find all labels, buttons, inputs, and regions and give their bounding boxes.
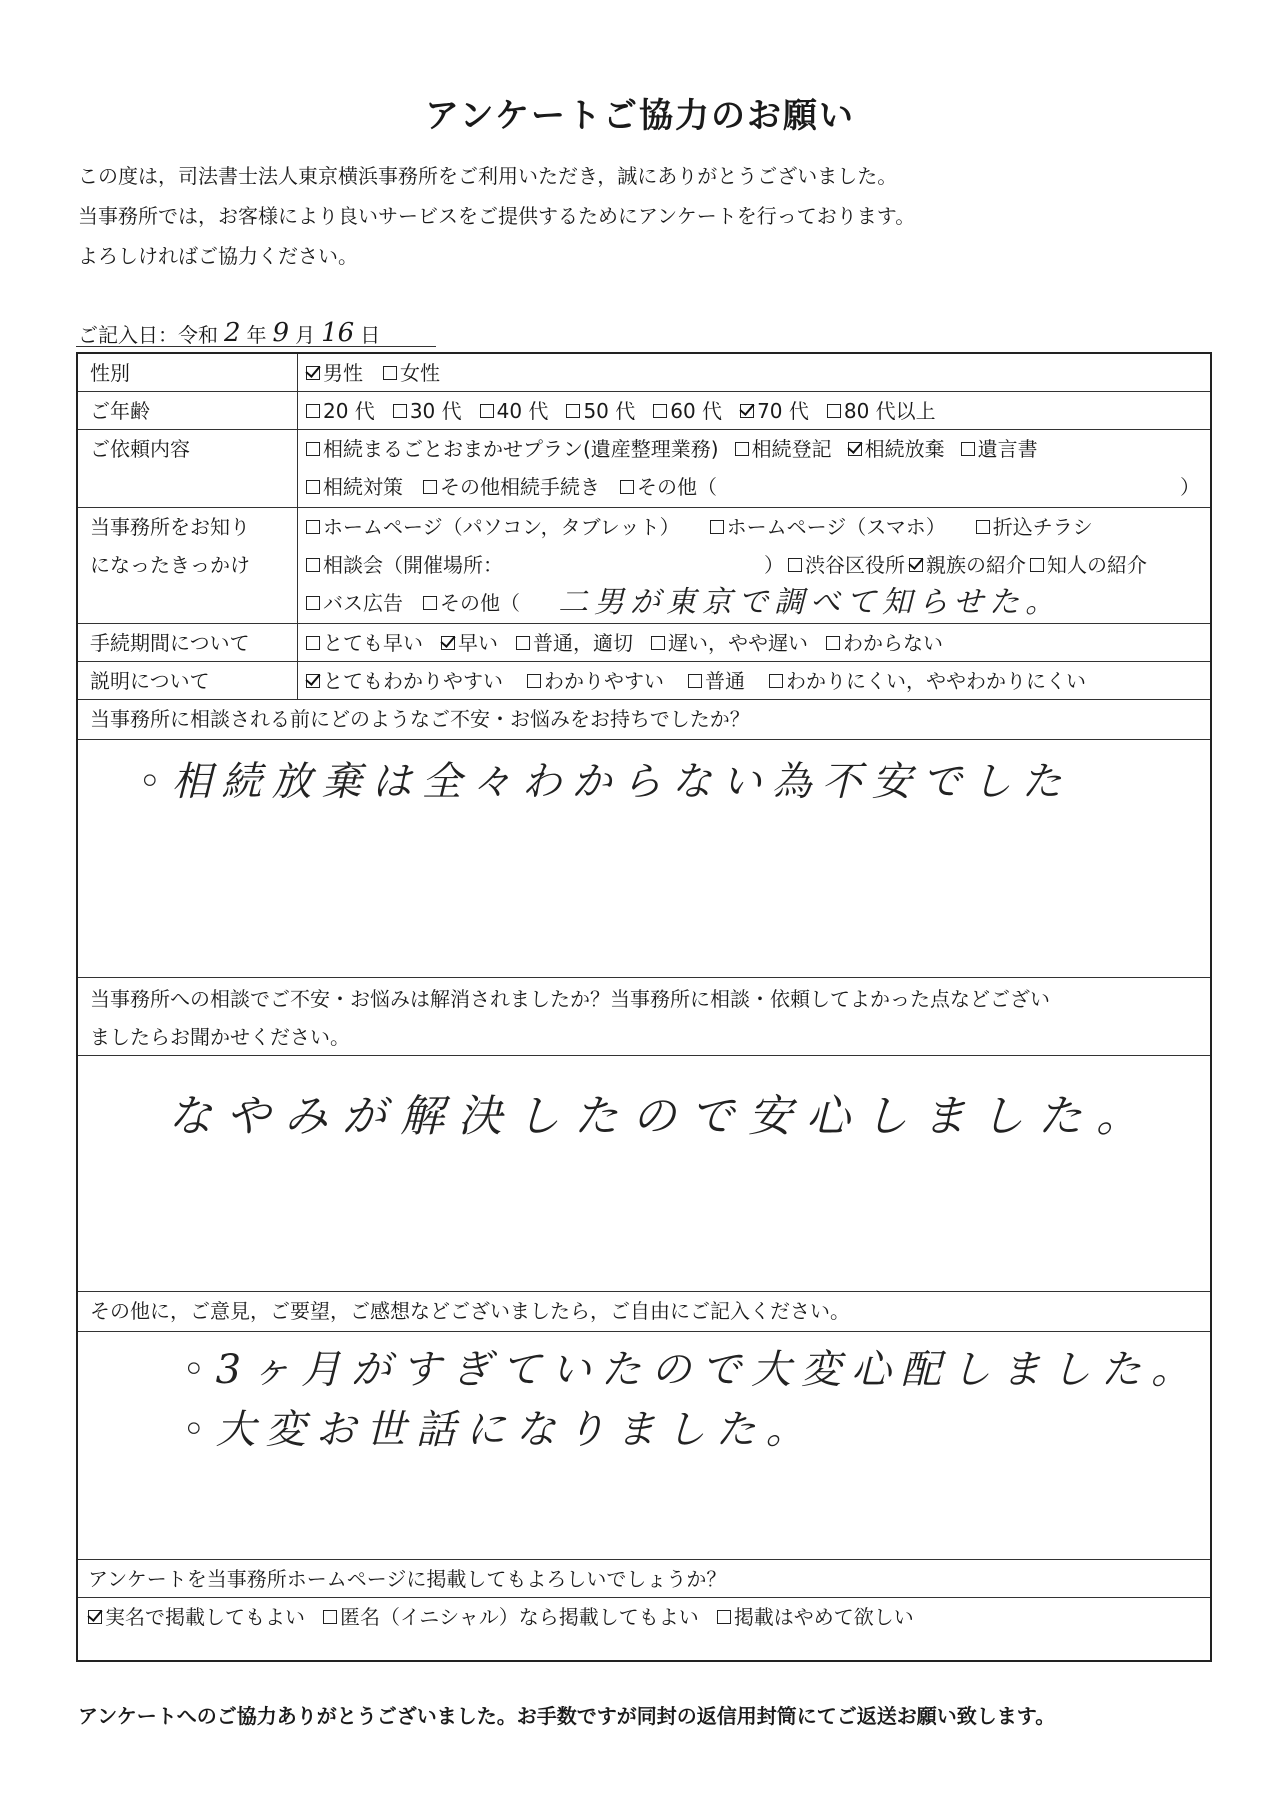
option-unknown[interactable]: わからない <box>826 624 943 662</box>
checkbox-icon[interactable] <box>306 520 320 534</box>
option-age-40[interactable]: 40 代 <box>480 392 549 430</box>
checkbox-icon[interactable] <box>688 674 702 688</box>
checkbox-icon[interactable] <box>620 480 634 494</box>
option-other-procedures[interactable]: その他相続手続き <box>423 468 600 506</box>
q4-options <box>88 1598 914 1636</box>
intro-line: この度は，司法書士法人東京横浜事務所をご利用いただき，誠にありがとうございました。 <box>78 164 898 188</box>
option-relative[interactable]: 親族の紹介 <box>909 546 1026 584</box>
option-normal[interactable]: 普通，適切 <box>516 624 633 662</box>
explanation-label: 説明について <box>78 662 298 699</box>
checkbox-icon[interactable] <box>735 442 749 456</box>
option-homepage-phone[interactable]: ホームページ（スマホ） <box>710 508 946 546</box>
checkbox-icon[interactable] <box>826 636 840 650</box>
checkbox-checked-icon[interactable] <box>848 442 862 456</box>
checkbox-icon[interactable] <box>423 480 437 494</box>
q1-question: 当事務所に相談される前にどのようなご不安・お悩みをお持ちでしたか？ <box>90 707 750 731</box>
option-ordinary[interactable]: 普通 <box>688 662 745 700</box>
age-row <box>78 392 1210 430</box>
option-real-name[interactable]: 実名で掲載してもよい <box>88 1598 305 1636</box>
q3-answer-line[interactable]: ◦3ヶ月がすぎていたので大変心配しました。 <box>182 1347 1202 1393</box>
option-male[interactable]: 男性 <box>306 354 363 392</box>
request-row <box>78 430 1210 508</box>
date-prefix: ご記入日：令和 <box>78 323 218 347</box>
period-label: 手続期間について <box>78 624 298 661</box>
checkbox-checked-icon[interactable] <box>306 674 320 688</box>
q1-answer-area[interactable] <box>78 740 1210 978</box>
option-full-plan[interactable]: 相続まるごとおまかせプラン(遺産整理業務) <box>306 430 719 468</box>
footer-note: アンケートへのご協力ありがとうございました。お手数ですが同封の返信用封筒にてご返送お願い致します。 <box>78 1704 1056 1728</box>
option-no-publish[interactable]: 掲載はやめて欲しい <box>717 1598 914 1636</box>
checkbox-icon[interactable] <box>653 404 667 418</box>
checkbox-icon[interactable] <box>323 1610 337 1624</box>
option-age-50[interactable]: 50 代 <box>566 392 635 430</box>
option-age-60[interactable]: 60 代 <box>653 392 722 430</box>
q4-question: アンケートを当事務所ホームページに掲載してもよろしいでしょうか？ <box>88 1567 727 1591</box>
page-title: アンケートご協力のお願い <box>425 96 855 136</box>
source-options <box>306 508 1200 622</box>
q1-question-row <box>78 700 1210 740</box>
option-measures[interactable]: 相続対策 <box>306 468 403 506</box>
date-year-unit: 年 <box>246 323 267 347</box>
q2-question-row <box>78 978 1210 1056</box>
venue-close-paren: ） <box>764 553 784 577</box>
checkbox-checked-icon[interactable] <box>88 1610 102 1624</box>
option-slow[interactable]: 遅い，やや遅い <box>651 624 808 662</box>
date-year[interactable]: 2 <box>224 318 241 348</box>
checkbox-icon[interactable] <box>306 558 320 572</box>
age-label: ご年齢 <box>78 392 298 429</box>
q3-question-row <box>78 1292 1210 1332</box>
source-label: 当事務所をお知り になったきっかけ <box>78 508 298 623</box>
q2-answer[interactable]: なやみが解決したので安心しました。 <box>168 1091 1154 1142</box>
option-homepage-pc[interactable]: ホームページ（パソコン，タブレット） <box>306 508 680 546</box>
option-unclear[interactable]: わかりにくい，ややわかりにくい <box>769 662 1086 700</box>
checkbox-icon[interactable] <box>788 558 802 572</box>
option-age-70[interactable]: 70 代 <box>740 392 809 430</box>
checkbox-icon[interactable] <box>710 520 724 534</box>
checkbox-checked-icon[interactable] <box>909 558 923 572</box>
date-day-unit: 日 <box>360 323 381 347</box>
request-options <box>306 430 1200 506</box>
q2-answer-area[interactable] <box>78 1056 1210 1292</box>
option-registration[interactable]: 相続登記 <box>735 430 832 468</box>
explanation-options <box>306 662 1200 700</box>
gender-label: 性別 <box>78 354 298 391</box>
checkbox-icon[interactable] <box>480 404 494 418</box>
entry-date <box>78 318 380 348</box>
age-options <box>306 392 1200 430</box>
q4-options-row <box>78 1598 1210 1660</box>
checkbox-icon[interactable] <box>717 1610 731 1624</box>
option-very-clear[interactable]: とてもわかりやすい <box>306 662 503 700</box>
intro-line: 当事務所では，お客様により良いサービスをご提供するためにアンケートを行っております。 <box>78 204 916 228</box>
checkbox-icon[interactable] <box>566 404 580 418</box>
period-options <box>306 624 1200 662</box>
intro-line: よろしければご協力ください。 <box>78 244 358 268</box>
q1-answer[interactable]: ◦相続放棄は全々わからない為不安でした <box>138 759 1072 805</box>
gender-options <box>306 354 1200 392</box>
q3-answer-line[interactable]: ◦大変お世話になりました。 <box>182 1407 816 1453</box>
explanation-row <box>78 662 1210 700</box>
survey-form <box>76 352 1212 1662</box>
q2-question: 当事務所への相談でご不安・お悩みは解消されましたか？当事務所に相談・依頼してよかった点などござい ましたらお聞かせください。 <box>90 987 1050 1049</box>
q3-question: その他に，ご意見，ご要望，ご感想などございましたら，ご自由にご記入ください。 <box>90 1299 850 1323</box>
option-renunciation[interactable]: 相続放棄 <box>848 430 945 468</box>
checkbox-icon[interactable] <box>1030 558 1044 572</box>
checkbox-checked-icon[interactable] <box>441 636 455 650</box>
date-month-unit: 月 <box>295 323 316 347</box>
option-very-fast[interactable]: とても早い <box>306 624 423 662</box>
checkbox-icon[interactable] <box>306 636 320 650</box>
checkbox-icon[interactable] <box>827 404 841 418</box>
checkbox-icon[interactable] <box>976 520 990 534</box>
source-row <box>78 508 1210 624</box>
date-day[interactable]: 16 <box>321 318 355 348</box>
checkbox-icon[interactable] <box>961 442 975 456</box>
checkbox-checked-icon[interactable] <box>306 366 320 380</box>
option-bus-ad[interactable]: バス広告 <box>306 584 403 622</box>
checkbox-icon[interactable] <box>306 404 320 418</box>
option-flyer[interactable]: 折込チラシ <box>976 508 1093 546</box>
option-clear[interactable]: わかりやすい <box>527 662 664 700</box>
checkbox-icon[interactable] <box>527 674 541 688</box>
option-age-20[interactable]: 20 代 <box>306 392 375 430</box>
option-source-other[interactable]: その他（ <box>423 584 520 622</box>
option-anonymous[interactable]: 匿名（イニシャル）なら掲載してもよい <box>323 1598 699 1636</box>
option-other[interactable]: その他（ <box>620 468 717 506</box>
checkbox-icon[interactable] <box>516 636 530 650</box>
option-female[interactable]: 女性 <box>383 354 440 392</box>
option-will[interactable]: 遺言書 <box>961 430 1038 468</box>
checkbox-icon[interactable] <box>306 442 320 456</box>
q3-answer-area[interactable] <box>78 1332 1210 1560</box>
checkbox-icon[interactable] <box>423 596 437 610</box>
checkbox-icon[interactable] <box>306 596 320 610</box>
option-acquaintance[interactable]: 知人の紹介 <box>1030 546 1147 584</box>
option-age-30[interactable]: 30 代 <box>393 392 462 430</box>
checkbox-icon[interactable] <box>769 674 783 688</box>
gender-row <box>78 354 1210 392</box>
checkbox-icon[interactable] <box>383 366 397 380</box>
q4-question-row <box>78 1560 1210 1598</box>
checkbox-icon[interactable] <box>651 636 665 650</box>
checkbox-checked-icon[interactable] <box>740 404 754 418</box>
option-ward-office[interactable]: 渋谷区役所 <box>788 546 905 584</box>
option-seminar[interactable]: 相談会（開催場所： <box>306 546 760 584</box>
checkbox-icon[interactable] <box>306 480 320 494</box>
option-age-80[interactable]: 80 代以上 <box>827 392 936 430</box>
intro-text <box>78 156 915 276</box>
request-label: ご依頼内容 <box>78 430 298 507</box>
other-close-paren: ） <box>1180 475 1200 499</box>
checkbox-icon[interactable] <box>393 404 407 418</box>
period-row <box>78 624 1210 662</box>
option-fast[interactable]: 早い <box>441 624 498 662</box>
date-month[interactable]: 9 <box>272 318 290 348</box>
date-underline <box>76 346 436 347</box>
source-other-answer[interactable]: 二男が東京で調べて知らせた。 <box>558 585 1062 620</box>
